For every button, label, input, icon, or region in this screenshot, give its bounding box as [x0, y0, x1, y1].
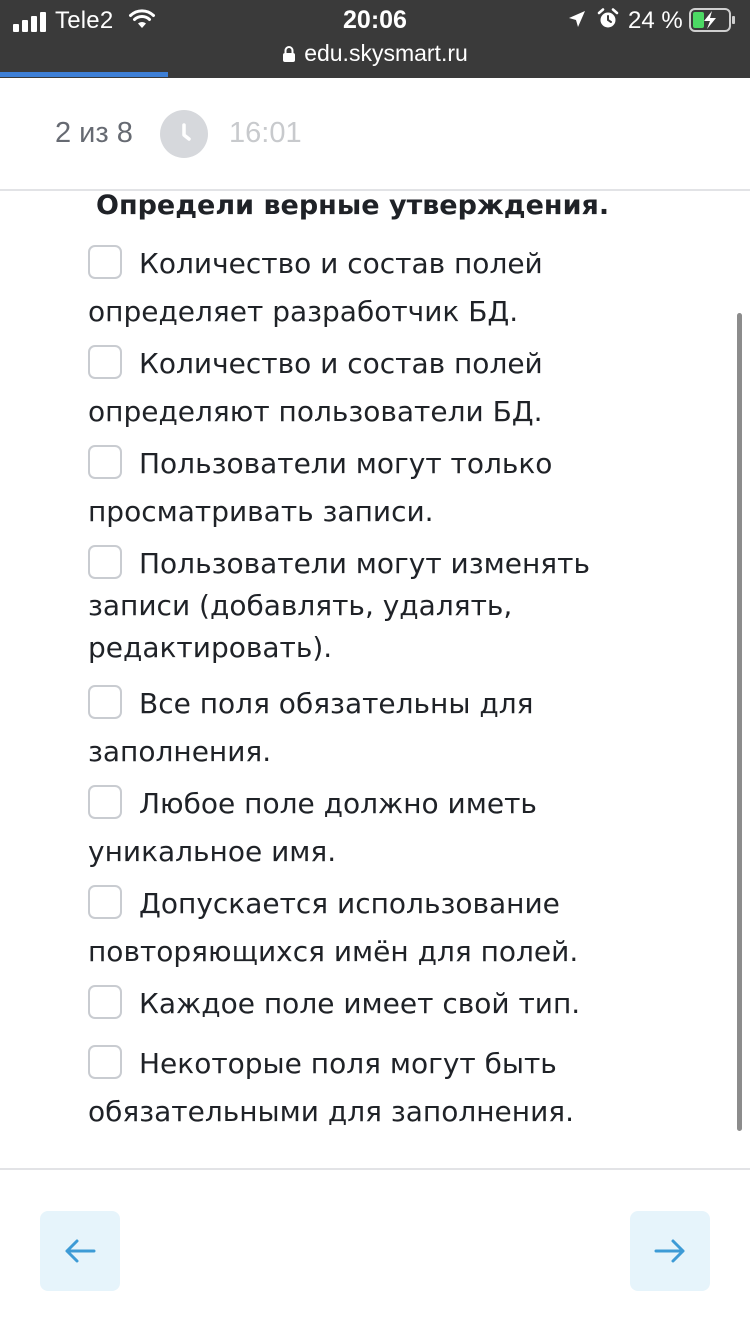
- answer-option[interactable]: [88, 240, 688, 336]
- next-button[interactable]: [630, 1211, 710, 1291]
- answer-option[interactable]: [88, 880, 688, 976]
- option-label: Все поля обязательны для заполнения.: [88, 687, 534, 768]
- answer-option[interactable]: [88, 340, 688, 436]
- checkbox[interactable]: [88, 1045, 122, 1079]
- browser-top-bar: [0, 0, 750, 78]
- page-load-progress: [0, 72, 168, 77]
- timer: 16:01: [229, 117, 302, 149]
- option-label: Некоторые поля могут быть обязательными для заполнения.: [88, 1047, 575, 1128]
- carrier-name: Tele2: [55, 7, 114, 34]
- location-icon: [567, 9, 587, 29]
- checkbox[interactable]: [88, 885, 122, 919]
- answer-option[interactable]: [88, 543, 688, 669]
- arrow-left-icon: [62, 1233, 98, 1269]
- answer-option[interactable]: [88, 1040, 688, 1136]
- option-label: Каждое поле имеет свой тип.: [139, 987, 581, 1020]
- option-label: Любое поле должно иметь уникальное имя.: [88, 787, 537, 868]
- battery-percent: 24 %: [628, 7, 683, 34]
- checkbox[interactable]: [88, 445, 122, 479]
- option-label: Количество и состав полей определяют пользователи БД.: [88, 347, 543, 428]
- option-label: Количество и состав полей определяет разработчик БД.: [88, 247, 543, 328]
- checkbox[interactable]: [88, 345, 122, 379]
- battery-charging-icon: [689, 8, 737, 32]
- answer-option[interactable]: [88, 440, 688, 536]
- checkbox[interactable]: [88, 985, 122, 1019]
- clock-time: 20:06: [343, 6, 407, 34]
- alarm-icon: [597, 8, 619, 30]
- url-text: edu.skysmart.ru: [304, 40, 468, 66]
- clock-icon: [160, 110, 208, 158]
- address-bar[interactable]: [0, 38, 750, 68]
- previous-button[interactable]: [40, 1211, 120, 1291]
- checkbox[interactable]: [88, 685, 122, 719]
- question-title: Определи верные утверждения.: [96, 190, 610, 221]
- arrow-right-icon: [652, 1233, 688, 1269]
- option-label: Пользователи могут только просматривать записи.: [88, 447, 553, 528]
- divider: [0, 1168, 750, 1170]
- scrollbar[interactable]: [737, 313, 742, 1131]
- answer-option[interactable]: [88, 780, 688, 876]
- checkbox[interactable]: [88, 245, 122, 279]
- answer-option[interactable]: [88, 980, 688, 1028]
- quiz-header: [0, 78, 750, 190]
- answer-option[interactable]: [88, 680, 688, 776]
- option-label: Пользователи могут изменять записи (добавлять, удалять, редактировать).: [88, 547, 590, 664]
- checkbox[interactable]: [88, 785, 122, 819]
- option-label: Допускается использование повторяющихся имён для полей.: [88, 887, 579, 968]
- checkbox[interactable]: [88, 545, 122, 579]
- lock-icon: [282, 45, 296, 63]
- question-counter: 2 из 8: [55, 117, 133, 149]
